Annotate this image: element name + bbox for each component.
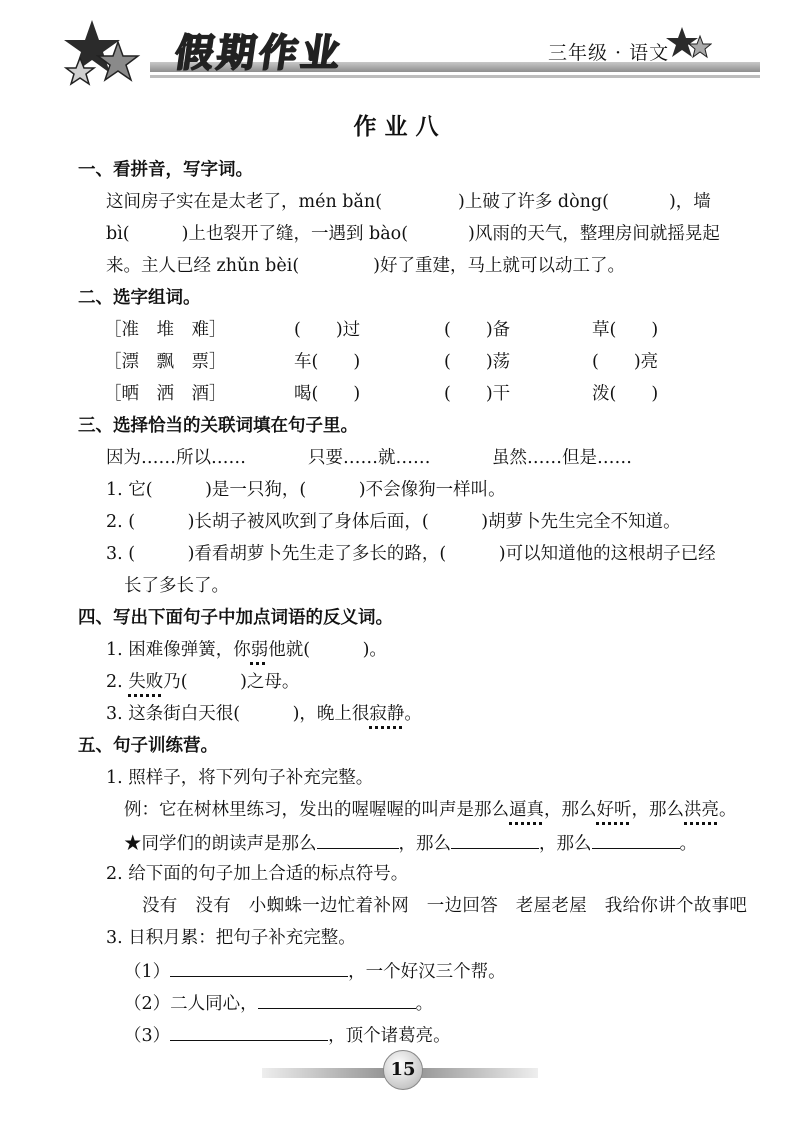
s2-row-2-blank-1: 车( ) <box>294 352 361 372</box>
s4-question-3 <box>106 702 422 726</box>
page-title: 作业八 <box>353 114 447 140</box>
s1-text: )好了重建，马上就可以动工了。 <box>373 256 625 276</box>
s5-question-1: 1. 照样子，将下列句子补充完整。 <box>106 768 374 788</box>
s1-line-2 <box>106 222 720 246</box>
answer-blank[interactable] <box>170 958 348 977</box>
s4-question-1 <box>106 638 387 662</box>
section-2-heading: 二、选字组词。 <box>78 288 201 308</box>
stars-small-icon <box>666 26 712 62</box>
s2-row-3-group: ［晒 洒 酒］ <box>104 384 227 404</box>
s3-option-2: 只要……就…… <box>308 448 431 468</box>
s4-text: 3. 这条街白天很( )，晚上很 <box>106 704 370 724</box>
s4-dotted-word: 寂静 <box>369 704 405 724</box>
header-title: 假期作业 <box>172 31 347 75</box>
s4-dotted-word: 弱 <box>250 640 269 660</box>
s4-text: 2. <box>106 672 129 692</box>
page-header <box>0 0 800 110</box>
s5-text: （1） <box>124 962 171 982</box>
s2-row-3-blank-2: ( )干 <box>444 384 511 404</box>
section-5-heading: 五、句子训练营。 <box>78 736 218 756</box>
s5-text: ，那么 <box>398 834 451 854</box>
s2-row-1-group: ［准 堆 难］ <box>104 320 227 340</box>
s3-question-1: 1. 它( )是一只狗，( )不会像狗一样叫。 <box>106 480 506 500</box>
s2-row-1-blank-3: 草( ) <box>592 320 659 340</box>
s5-question-2: 2. 给下面的句子加上合适的标点符号。 <box>106 864 409 884</box>
s3-option-1: 因为……所以…… <box>106 448 246 468</box>
s5-item-1 <box>124 958 506 984</box>
answer-blank[interactable] <box>317 830 399 849</box>
s5-dotted-word: 好听 <box>596 800 632 820</box>
s5-question-3: 3. 日积月累：把句子补充完整。 <box>106 928 356 948</box>
s1-text: 这间房子实在是太老了，mén bǎn( <box>106 192 383 212</box>
s5-example <box>124 798 737 822</box>
s5-text: ，那么 <box>539 834 592 854</box>
s5-item-2 <box>124 990 433 1016</box>
stars-logo-icon <box>62 18 142 88</box>
s5-text: ，一个好汉三个帮。 <box>348 962 506 982</box>
s5-text: ，那么 <box>544 800 597 820</box>
s5-dotted-word: 逼真 <box>509 800 544 820</box>
s4-text: 他就( )。 <box>268 640 387 660</box>
s4-text: 。 <box>404 704 422 724</box>
s2-row-3-blank-3: 泼( ) <box>592 384 659 404</box>
s5-text: ，顶个诸葛亮。 <box>328 1026 451 1046</box>
s2-row-2-group: ［漂 飘 票］ <box>104 352 227 372</box>
s1-text: )风雨的天气，整理房间就摇晃起 <box>468 224 720 244</box>
s3-question-3-cont: 长了多长了。 <box>124 576 229 596</box>
s2-row-1-blank-2: ( )备 <box>444 320 511 340</box>
s3-question-3: 3. ( )看看胡萝卜先生走了多长的路，( )可以知道他的这根胡子已经 <box>106 544 716 564</box>
answer-blank[interactable] <box>258 990 416 1009</box>
section-3-heading: 三、选择恰当的关联词填在句子里。 <box>78 416 358 436</box>
s4-text: 乃( )之母。 <box>163 672 300 692</box>
s3-question-2: 2. ( )长胡子被风吹到了身体后面，( )胡萝卜先生完全不知道。 <box>106 512 681 532</box>
page-footer <box>0 1040 800 1100</box>
s5-text: 。 <box>415 994 434 1014</box>
section-1-heading: 一、看拼音，写字词。 <box>78 160 253 180</box>
s1-text: 来。主人已经 zhǔn bèi( <box>106 256 300 276</box>
s5-star-item <box>124 830 697 856</box>
answer-blank[interactable] <box>170 1022 328 1041</box>
s1-text: )上破了许多 dòng( <box>458 192 609 212</box>
s5-text: ，那么 <box>631 800 684 820</box>
s1-text: )，墙 <box>668 192 711 212</box>
s5-text: 例：它在树林里练习，发出的喔喔喔的叫声是那么 <box>124 800 509 820</box>
s5-dotted-word: 洪亮 <box>684 800 719 820</box>
page-number: 15 <box>383 1050 423 1090</box>
s1-line-3 <box>106 254 625 278</box>
s3-option-3: 虽然……但是…… <box>492 448 632 468</box>
s4-dotted-word: 失败 <box>128 672 164 692</box>
s1-text: bì( <box>106 224 130 244</box>
s2-row-1-blank-1: ( )过 <box>294 320 361 340</box>
s4-text: 1. 困难像弹簧，你 <box>106 640 251 660</box>
s5-text: ★同学们的朗读声是那么 <box>124 834 317 854</box>
s1-text: )上也裂开了缝，一遇到 bào( <box>181 224 409 244</box>
s5-text: （2）二人同心， <box>124 994 258 1014</box>
s1-line-1 <box>106 190 711 214</box>
answer-blank[interactable] <box>592 830 680 849</box>
s2-row-3-blank-1: 喝( ) <box>294 384 361 404</box>
answer-blank[interactable] <box>451 830 539 849</box>
s5-question-2-text: 没有 没有 小蜘蛛一边忙着补网 一边回答 老屋老屋 我给你讲个故事吧 <box>142 896 748 916</box>
s5-text: （3） <box>124 1026 171 1046</box>
s5-text: 。 <box>679 834 697 854</box>
s2-row-2-blank-2: ( )荡 <box>444 352 511 372</box>
header-grade-subject: 三年级 · 语文 <box>548 42 670 64</box>
s5-text: 。 <box>719 800 737 820</box>
section-4-heading: 四、写出下面句子中加点词语的反义词。 <box>78 608 393 628</box>
s4-question-2 <box>106 670 299 694</box>
s2-row-2-blank-3: ( )亮 <box>592 352 659 372</box>
